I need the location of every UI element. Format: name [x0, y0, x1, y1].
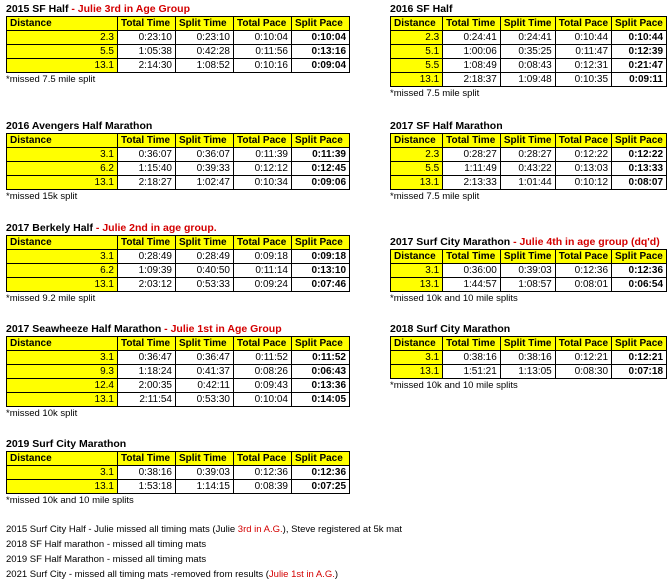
race-title: 2019 Surf City Marathon: [6, 438, 127, 450]
column-header: Split Pace: [292, 236, 350, 250]
column-header: Total Pace: [555, 17, 611, 31]
race-block: [6, 119, 350, 203]
table-cell: 0:12:22: [612, 148, 667, 162]
results-table: [390, 336, 667, 379]
column-header: Split Time: [176, 17, 234, 31]
table-cell: 0:11:52: [234, 351, 292, 365]
table-row: [7, 250, 350, 264]
table-cell: 13.1: [7, 278, 118, 292]
column-header: Total Pace: [234, 134, 292, 148]
race-footnote: *missed 10k and 10 mile splits: [390, 380, 518, 391]
column-header: Split Time: [500, 17, 555, 31]
table-cell: 13.1: [7, 176, 118, 190]
table-cell: 0:08:30: [555, 365, 611, 379]
column-header: Total Time: [118, 236, 176, 250]
table-cell: 0:40:50: [176, 264, 234, 278]
race-block: [390, 235, 667, 305]
table-row: [391, 351, 667, 365]
table-cell: 2.3: [7, 31, 118, 45]
race-footnote: *missed 10k and 10 mile splits: [390, 293, 518, 304]
race-block: [390, 2, 667, 100]
results-table: [390, 249, 667, 292]
table-row: [7, 176, 350, 190]
table-cell: 0:23:10: [118, 31, 176, 45]
column-header: Total Time: [118, 17, 176, 31]
table-cell: 0:43:22: [500, 162, 555, 176]
table-cell: 5.5: [391, 59, 443, 73]
note-line: 2018 SF Half marathon - missed all timing mats: [6, 539, 207, 550]
column-header: Distance: [7, 17, 118, 31]
table-cell: 13.1: [391, 176, 443, 190]
table-cell: 0:08:39: [234, 480, 292, 494]
table-cell: 13.1: [391, 365, 443, 379]
race-title: 2018 Surf City Marathon: [390, 323, 511, 335]
column-header: Distance: [391, 17, 443, 31]
table-cell: 0:42:11: [176, 379, 234, 393]
column-header: Split Pace: [612, 134, 667, 148]
table-cell: 13.1: [391, 278, 443, 292]
results-table: [6, 336, 350, 407]
race-footnote: *missed 10k split: [6, 408, 78, 419]
table-cell: 0:13:10: [292, 264, 350, 278]
table-header-row: [391, 134, 667, 148]
table-cell: 0:10:34: [234, 176, 292, 190]
table-row: [391, 162, 667, 176]
table-cell: 0:36:07: [176, 148, 234, 162]
table-cell: 9.3: [7, 365, 118, 379]
table-cell: 0:36:47: [118, 351, 176, 365]
table-cell: 0:06:54: [612, 278, 667, 292]
note-line: 2021 Surf City - missed all timing mats -removed from results (Julie 1st in A.G.): [6, 569, 339, 580]
table-cell: 1:13:05: [500, 365, 555, 379]
table-cell: 0:11:39: [234, 148, 292, 162]
table-cell: 0:12:39: [612, 45, 667, 59]
table-row: [391, 176, 667, 190]
column-header: Total Time: [443, 17, 501, 31]
table-cell: 13.1: [7, 393, 118, 407]
table-cell: 2:00:35: [118, 379, 176, 393]
table-row: [7, 351, 350, 365]
results-table: [6, 133, 350, 190]
table-cell: 0:10:16: [234, 59, 292, 73]
table-cell: 0:36:07: [118, 148, 176, 162]
results-table: [6, 16, 350, 73]
table-cell: 0:10:12: [555, 176, 611, 190]
table-row: [7, 379, 350, 393]
table-row: [391, 31, 667, 45]
race-title: 2017 SF Half Marathon: [390, 120, 503, 132]
column-header: Distance: [7, 452, 118, 466]
table-cell: 0:23:10: [176, 31, 234, 45]
table-cell: 0:09:11: [612, 73, 667, 87]
column-header: Total Time: [443, 134, 501, 148]
table-cell: 12.4: [7, 379, 118, 393]
note-line: 2015 Surf City Half - Julie missed all timing mats (Julie 3rd in A.G.), Steve registered at 5k mat: [6, 524, 403, 535]
table-cell: 0:10:44: [612, 31, 667, 45]
table-cell: 1:53:18: [118, 480, 176, 494]
table-cell: 0:28:27: [500, 148, 555, 162]
table-cell: 13.1: [7, 480, 118, 494]
table-cell: 0:08:26: [234, 365, 292, 379]
race-title: 2017 Berkely Half - Julie 2nd in age group.: [6, 222, 217, 234]
column-header: Total Time: [118, 134, 176, 148]
column-header: Split Time: [500, 337, 555, 351]
table-cell: 3.1: [391, 264, 443, 278]
column-header: Split Pace: [292, 17, 350, 31]
column-header: Distance: [391, 134, 443, 148]
table-cell: 0:11:47: [555, 45, 611, 59]
table-cell: 0:13:36: [292, 379, 350, 393]
table-cell: 0:08:43: [500, 59, 555, 73]
table-cell: 2:13:33: [443, 176, 501, 190]
race-footnote: *missed 15k split: [6, 191, 78, 202]
table-header-row: [391, 17, 667, 31]
column-header: Distance: [7, 236, 118, 250]
race-footnote: *missed 10k and 10 mile splits: [6, 495, 134, 506]
table-cell: 2:03:12: [118, 278, 176, 292]
results-table: [6, 235, 350, 292]
race-block: [390, 322, 667, 392]
table-cell: 0:39:33: [176, 162, 234, 176]
table-cell: 0:07:46: [292, 278, 350, 292]
table-row: [7, 480, 350, 494]
table-row: [391, 264, 667, 278]
column-header: Split Time: [176, 452, 234, 466]
table-cell: 1:14:15: [176, 480, 234, 494]
table-row: [7, 148, 350, 162]
table-cell: 1:08:49: [443, 59, 501, 73]
table-cell: 3.1: [7, 351, 118, 365]
table-cell: 1:11:49: [443, 162, 501, 176]
results-table: [390, 133, 667, 190]
race-block: [6, 437, 350, 507]
table-cell: 0:09:06: [292, 176, 350, 190]
table-row: [7, 466, 350, 480]
table-cell: 0:09:24: [234, 278, 292, 292]
race-title: 2016 Avengers Half Marathon: [6, 120, 153, 132]
table-cell: 2:18:27: [118, 176, 176, 190]
table-cell: 0:53:30: [176, 393, 234, 407]
table-cell: 0:11:39: [292, 148, 350, 162]
table-cell: 0:24:41: [500, 31, 555, 45]
table-cell: 3.1: [7, 250, 118, 264]
table-cell: 0:24:41: [443, 31, 501, 45]
table-cell: 0:39:03: [500, 264, 555, 278]
table-cell: 0:10:04: [234, 393, 292, 407]
table-cell: 0:36:00: [443, 264, 501, 278]
table-cell: 0:11:14: [234, 264, 292, 278]
table-cell: 5.1: [391, 45, 443, 59]
table-cell: 0:09:43: [234, 379, 292, 393]
column-header: Split Pace: [612, 17, 667, 31]
column-header: Split Time: [500, 134, 555, 148]
column-header: Total Pace: [234, 452, 292, 466]
column-header: Split Pace: [292, 452, 350, 466]
table-cell: 0:12:36: [292, 466, 350, 480]
column-header: Total Pace: [234, 236, 292, 250]
table-cell: 0:13:16: [292, 45, 350, 59]
table-cell: 0:08:01: [555, 278, 611, 292]
table-cell: 1:01:44: [500, 176, 555, 190]
race-block: [6, 322, 350, 420]
race-footnote: *missed 7.5 mile split: [390, 88, 480, 99]
column-header: Split Time: [500, 250, 555, 264]
table-cell: 0:09:18: [234, 250, 292, 264]
table-cell: 1:18:24: [118, 365, 176, 379]
table-cell: 0:28:49: [118, 250, 176, 264]
table-cell: 0:13:33: [612, 162, 667, 176]
column-header: Total Pace: [555, 337, 611, 351]
table-cell: 1:09:48: [500, 73, 555, 87]
column-header: Split Pace: [612, 250, 667, 264]
table-cell: 1:00:06: [443, 45, 501, 59]
table-row: [391, 278, 667, 292]
table-cell: 0:12:31: [555, 59, 611, 73]
table-cell: 3.1: [7, 466, 118, 480]
table-cell: 0:39:03: [176, 466, 234, 480]
table-cell: 0:09:18: [292, 250, 350, 264]
table-cell: 0:10:04: [292, 31, 350, 45]
table-cell: 3.1: [7, 148, 118, 162]
race-block: [6, 2, 350, 86]
table-cell: 5.5: [391, 162, 443, 176]
table-cell: 0:28:27: [443, 148, 501, 162]
table-header-row: [391, 250, 667, 264]
table-row: [7, 45, 350, 59]
table-cell: 3.1: [391, 351, 443, 365]
race-title: 2015 SF Half - Julie 3rd in Age Group: [6, 3, 190, 15]
column-header: Distance: [391, 250, 443, 264]
table-row: [391, 73, 667, 87]
race-title: 2017 Surf City Marathon - Julie 4th in age group (dq'd): [390, 236, 660, 248]
column-header: Total Pace: [234, 337, 292, 351]
column-header: Split Time: [176, 236, 234, 250]
table-cell: 0:12:12: [234, 162, 292, 176]
table-cell: 0:11:52: [292, 351, 350, 365]
table-cell: 2.3: [391, 31, 443, 45]
table-cell: 0:21:47: [612, 59, 667, 73]
note-line: 2019 SF Half Marathon - missed all timing mats: [6, 554, 207, 565]
table-row: [7, 31, 350, 45]
table-header-row: [7, 17, 350, 31]
table-cell: 0:12:22: [555, 148, 611, 162]
table-cell: 0:10:04: [234, 31, 292, 45]
table-header-row: [7, 337, 350, 351]
table-cell: 0:07:25: [292, 480, 350, 494]
table-row: [7, 393, 350, 407]
column-header: Split Time: [176, 337, 234, 351]
table-cell: 2.3: [391, 148, 443, 162]
column-header: Total Time: [118, 337, 176, 351]
table-cell: 2:11:54: [118, 393, 176, 407]
table-cell: 0:10:35: [555, 73, 611, 87]
table-row: [391, 365, 667, 379]
column-header: Distance: [391, 337, 443, 351]
table-header-row: [7, 134, 350, 148]
table-cell: 0:07:18: [612, 365, 667, 379]
table-row: [391, 59, 667, 73]
table-cell: 0:11:56: [234, 45, 292, 59]
column-header: Distance: [7, 337, 118, 351]
table-row: [7, 365, 350, 379]
table-cell: 1:15:40: [118, 162, 176, 176]
column-header: Total Pace: [555, 250, 611, 264]
column-header: Split Pace: [612, 337, 667, 351]
column-header: Split Time: [176, 134, 234, 148]
table-cell: 1:05:38: [118, 45, 176, 59]
column-header: Total Time: [443, 250, 501, 264]
column-header: Total Time: [443, 337, 501, 351]
table-cell: 2:14:30: [118, 59, 176, 73]
table-cell: 0:09:04: [292, 59, 350, 73]
column-header: Distance: [7, 134, 118, 148]
table-cell: 0:41:37: [176, 365, 234, 379]
race-block: [390, 119, 667, 203]
table-cell: 0:12:45: [292, 162, 350, 176]
table-row: [7, 162, 350, 176]
table-cell: 0:38:16: [443, 351, 501, 365]
table-cell: 1:08:52: [176, 59, 234, 73]
table-row: [391, 148, 667, 162]
table-cell: 13.1: [7, 59, 118, 73]
table-cell: 0:35:25: [500, 45, 555, 59]
column-header: Total Pace: [555, 134, 611, 148]
table-cell: 1:44:57: [443, 278, 501, 292]
race-title: 2016 SF Half: [390, 3, 453, 15]
table-cell: 0:14:05: [292, 393, 350, 407]
table-cell: 1:51:21: [443, 365, 501, 379]
table-row: [391, 45, 667, 59]
table-cell: 0:12:21: [555, 351, 611, 365]
table-cell: 6.2: [7, 264, 118, 278]
race-footnote: *missed 7.5 mile split: [390, 191, 480, 202]
table-cell: 1:09:39: [118, 264, 176, 278]
table-cell: 0:36:47: [176, 351, 234, 365]
table-row: [7, 278, 350, 292]
table-cell: 13.1: [391, 73, 443, 87]
table-cell: 0:28:49: [176, 250, 234, 264]
table-row: [7, 59, 350, 73]
table-cell: 0:06:43: [292, 365, 350, 379]
table-cell: 0:12:36: [234, 466, 292, 480]
table-cell: 0:12:36: [555, 264, 611, 278]
table-cell: 0:12:21: [612, 351, 667, 365]
table-row: [7, 264, 350, 278]
race-footnote: *missed 9.2 mile split: [6, 293, 96, 304]
table-header-row: [7, 236, 350, 250]
race-footnote: *missed 7.5 mile split: [6, 74, 96, 85]
column-header: Total Pace: [234, 17, 292, 31]
table-cell: 0:53:33: [176, 278, 234, 292]
results-table: [6, 451, 350, 494]
table-header-row: [391, 337, 667, 351]
column-header: Split Pace: [292, 337, 350, 351]
table-cell: 2:18:37: [443, 73, 501, 87]
table-cell: 0:08:07: [612, 176, 667, 190]
table-cell: 0:13:03: [555, 162, 611, 176]
table-cell: 0:12:36: [612, 264, 667, 278]
table-cell: 0:38:16: [118, 466, 176, 480]
table-cell: 6.2: [7, 162, 118, 176]
table-cell: 1:02:47: [176, 176, 234, 190]
table-cell: 0:10:44: [555, 31, 611, 45]
table-header-row: [7, 452, 350, 466]
race-block: [6, 221, 350, 305]
table-cell: 0:42:28: [176, 45, 234, 59]
table-cell: 0:38:16: [500, 351, 555, 365]
column-header: Total Time: [118, 452, 176, 466]
table-cell: 5.5: [7, 45, 118, 59]
results-table: [390, 16, 667, 87]
race-title: 2017 Seawheeze Half Marathon - Julie 1st in Age Group: [6, 323, 282, 335]
table-cell: 1:08:57: [500, 278, 555, 292]
column-header: Split Pace: [292, 134, 350, 148]
notes-section: [6, 522, 402, 582]
